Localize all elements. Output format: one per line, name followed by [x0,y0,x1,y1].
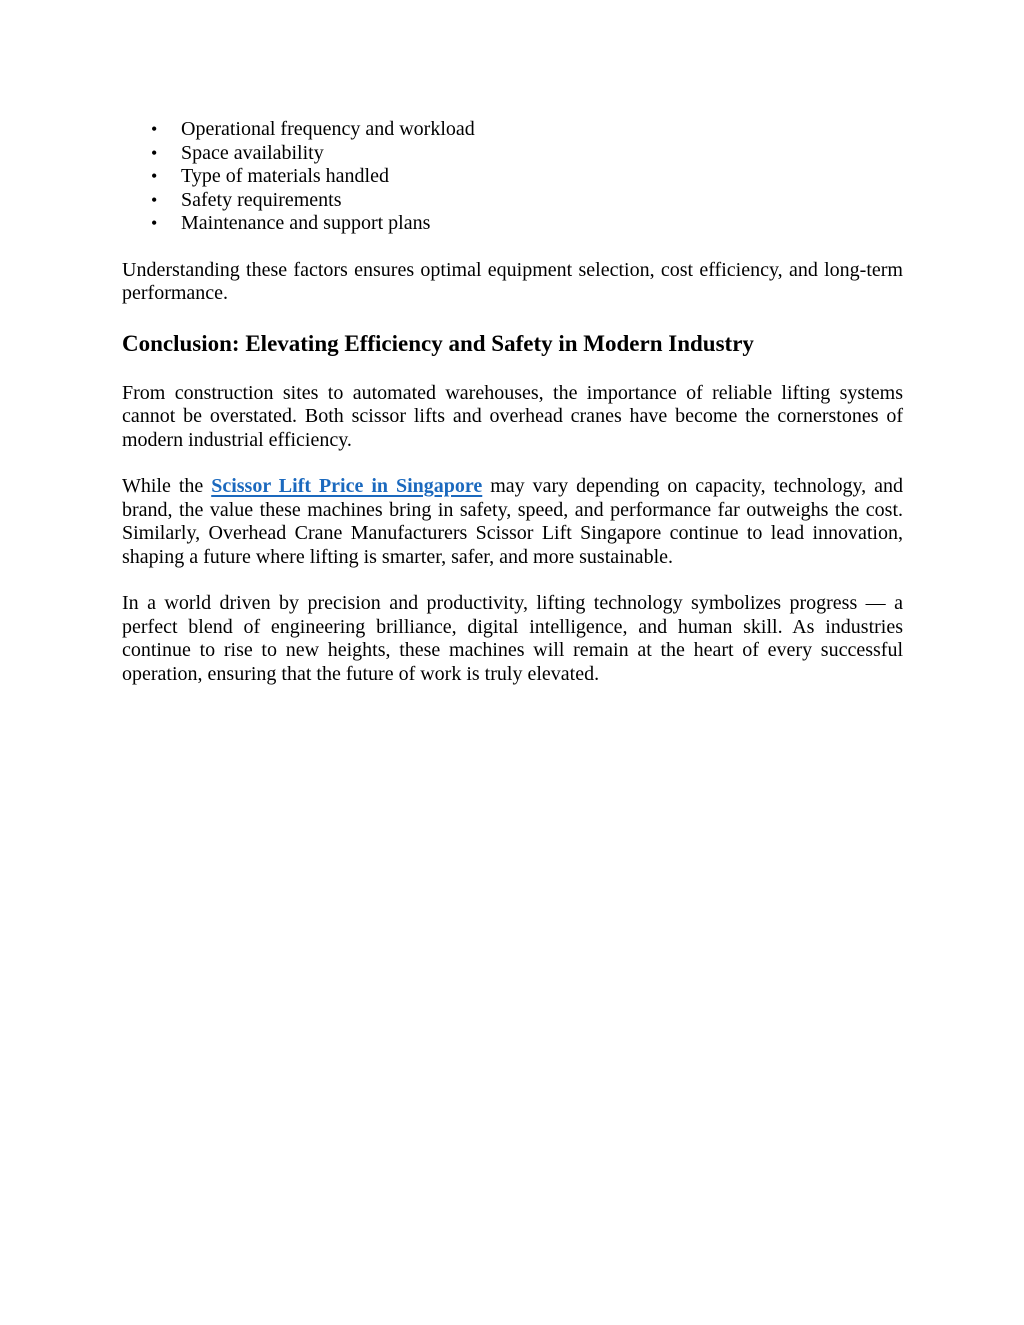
paragraph-construction-sites: From construction sites to automated warehouses, the importance of reliable lifting systems cannot be overstated. Both scissor lifts and overhead cranes have become the cornerstones of modern industrial efficiency. [122,381,903,451]
list-item [122,212,903,236]
list-item-text: Operational frequency and workload [181,118,475,140]
paragraph-text-before-link: While the [122,475,212,497]
bullet-marker-icon: • [151,213,158,233]
bullet-marker-icon: • [151,166,158,186]
paragraph-understanding-factors: Understanding these factors ensures optimal equipment selection, cost efficiency, and long-term performance. [122,258,903,304]
list-item-text: Maintenance and support plans [181,212,431,234]
scissor-lift-price-link[interactable]: Scissor Lift Price in Singapore [211,475,483,497]
list-item [122,165,903,189]
list-item [122,189,903,213]
bullet-marker-icon: • [151,189,158,210]
list-item-text: Type of materials handled [181,165,389,187]
paragraph-text-after-link: may vary depending on capacity, technology, and brand, the value these machines bring in safety, speed, and performance far outweighs the cost. Similarly, Overhead Crane Manufacturers Scissor Lift Singapore continue to lead innovation, shaping a future where lifting is smarter, safer, and more sustainable. [122,475,903,568]
list-item-text: Safety requirements [181,188,342,211]
list-item-text: Space availability [181,141,324,164]
factor-list [122,118,903,236]
conclusion-heading: Conclusion: Elevating Efficiency and Safety in Modern Industry [122,330,754,356]
list-item [122,142,903,166]
paragraph-world-driven: In a world driven by precision and productivity, lifting technology symbolizes progress — a perfect blend of engineering brilliance, digital intelligence, and human skill. As industries continue to rise to new heights, these machines will remain at the heart of every successful operation, ensuring that the future of work is truly elevated. [122,592,903,685]
bullet-marker-icon: • [151,119,158,139]
bullet-marker-icon: • [151,142,158,163]
document-content [122,118,903,686]
paragraph-scissor-lift-price [122,475,903,569]
list-item [122,118,903,142]
